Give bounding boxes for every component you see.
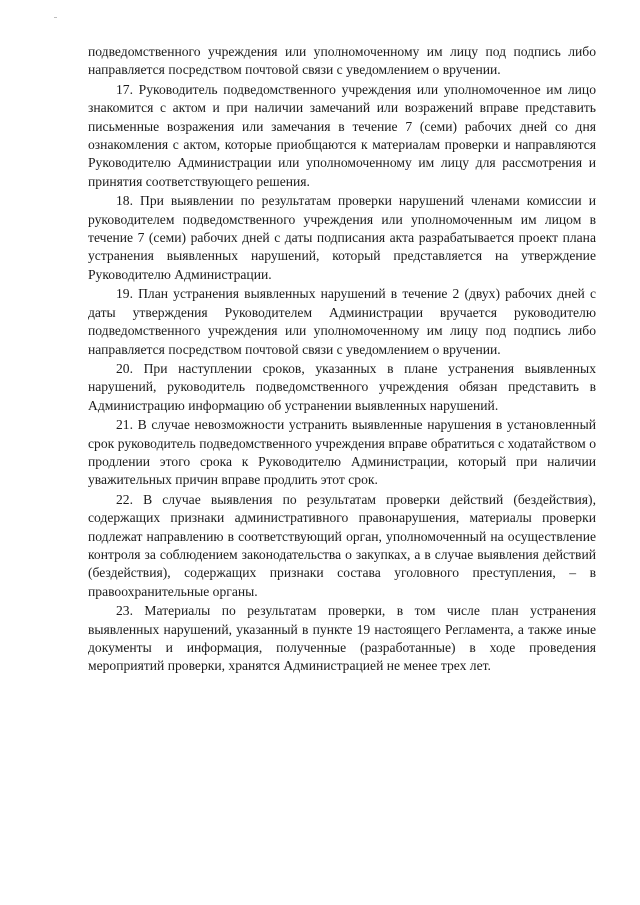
scan-mark <box>54 17 57 18</box>
paragraph-23: 23. Материалы по результатам проверки, в том числе план устранения выявленных нарушений, указанный в пункте 19 настоящего Регламента, а также иные документы и информация, полученные (разработанные) в ходе проведения мероприятий проверки, хранятся Администрацией не менее трех лет. <box>88 603 596 674</box>
paragraph-19: 19. План устранения выявленных нарушений в течение 2 (двух) рабочих дней с даты утверждения Руководителем Администрации вручается руководителю подведомственного учреждения или уполномоченному им лицу под подпись либо направляется посредством почтовой связи с уведомлением о вручении. <box>88 286 596 357</box>
paragraph-continuation: подведомственного учреждения или уполномоченному им лицу под подпись либо направляется посредством почтовой связи с уведомлением о вручении. <box>88 44 596 78</box>
paragraph-20: 20. При наступлении сроков, указанных в плане устранения выявленных нарушений, руководитель подведомственного учреждения обязан представить в Администрацию информацию об устранении выявленных нарушений. <box>88 360 596 413</box>
paragraph-21: 21. В случае невозможности устранить выявленные нарушения в установленный срок руководитель подведомственного учреждения вправе обратиться с ходатайством о продлении этого срока к Руководителю Администрации, который при наличии уважительных причин вправе продлить этот срок. <box>88 417 596 488</box>
paragraph-17: 17. Руководитель подведомственного учреждения или уполномоченное им лицо знакомится с актом и при наличии замечаний или возражений вправе представить письменные возражения или замечания в течение 7 (семи) рабочих дней со дня ознакомления с актом, которые приобщаются к материалам проверки и направляются Руководителю Администрации или уполномоченному им лицу для рассмотрения и принятия соответствующего решения. <box>88 81 596 189</box>
paragraph-18: 18. При выявлении по результатам проверки нарушений членами комиссии и руководителем подведомственного учреждения или уполномоченным им лицом в течение 7 (семи) рабочих дней с даты подписания акта разрабатывается проект плана устранения выявленных нарушений, который представляется на утверждение Руководителю Администрации. <box>88 193 596 282</box>
paragraph-22: 22. В случае выявления по результатам проверки действий (бездействия), содержащих признаки административного правонарушения, материалы проверки подлежат направлению в соответствующий орган, уполномоченный на осуществление контроля за соблюдением законодательства о закупках, а в случае выявления действий (бездействия), содержащих признаки состава уголовного преступления, – в правоохранительные органы. <box>88 491 596 599</box>
